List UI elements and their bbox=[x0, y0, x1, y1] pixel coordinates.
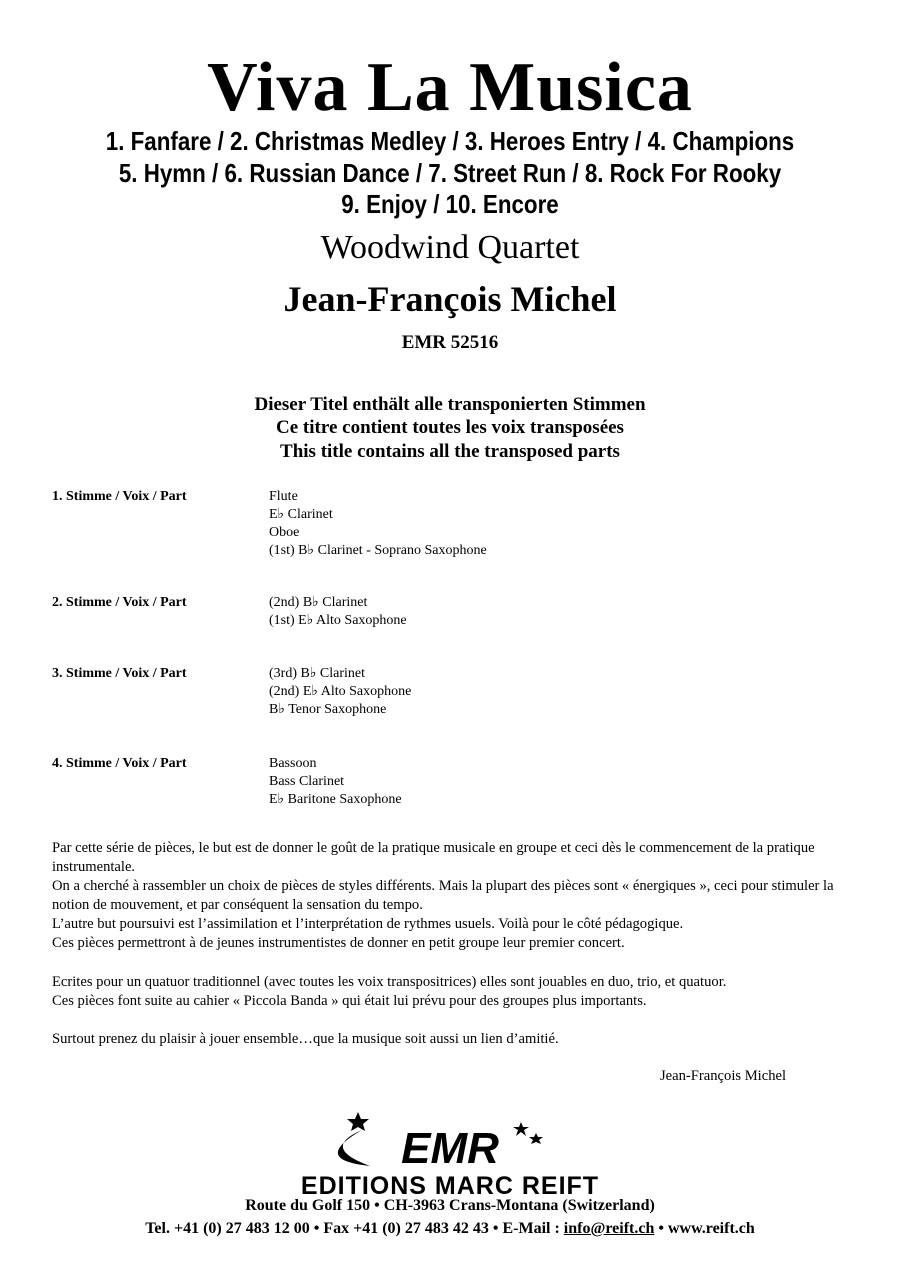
separator: • bbox=[654, 1220, 668, 1237]
instrument: (2nd) E♭ Alto Saxophone bbox=[269, 684, 412, 699]
instrument: E♭ Clarinet bbox=[269, 507, 333, 522]
foreword-paragraph-2 bbox=[52, 973, 852, 1011]
pieces-line-1: 1. Fanfare / 2. Christmas Medley / 3. Heroes Entry / 4. Champions bbox=[105, 126, 795, 156]
foreword-sentence: Ces pièces font suite au cahier « Piccola Banda » qui était lui prévu pour des groupes plus importants. bbox=[52, 993, 647, 1009]
transposition-note-de: Dieser Titel enthält alle transponierten Stimmen bbox=[254, 394, 646, 415]
foreword-sentence: Ecrites pour un quatuor traditionnel (avec toutes les voix transpositrices) elles sont jouables en duo, trio, et quatuor. bbox=[52, 974, 727, 990]
logo-star-right-2 bbox=[529, 1133, 543, 1144]
instrument: E♭ Baritone Saxophone bbox=[269, 792, 402, 807]
part-3-instruments bbox=[269, 665, 411, 719]
score-title: Viva La Musica bbox=[207, 49, 693, 126]
publisher-name: EDITIONS MARC REIFT bbox=[300, 1172, 600, 1198]
instrument: Bass Clarinet bbox=[269, 774, 345, 789]
foreword-signature: Jean-François Michel bbox=[660, 1068, 787, 1084]
part-4-instruments bbox=[269, 755, 402, 809]
pieces-line-2: 5. Hymn / 6. Russian Dance / 7. Street Run / 8. Rock For Rooky bbox=[118, 158, 782, 188]
foreword-sentence: Par cette série de pièces, le but est de donner le goût de la pratique musicale en groupe et ceci dès le commencement de la pratique instrumentale. bbox=[52, 840, 815, 875]
foreword-sentence: On a cherché à rassembler un choix de pièces de styles différents. Mais la plupart des pièces sont « énergiques », ceci pour stimuler la notion de mouvement, et par conséquent la sensation du tempo. bbox=[52, 878, 834, 913]
foreword-paragraph-3 bbox=[52, 1030, 852, 1049]
publisher-address: Route du Golf 150 • CH-3963 Crans-Montana (Switzerland) bbox=[245, 1197, 655, 1214]
website-link[interactable]: www.reift.ch bbox=[667, 1220, 755, 1237]
instrument: (3rd) B♭ Clarinet bbox=[269, 666, 366, 681]
publisher-logo bbox=[300, 1108, 600, 1198]
logo-star-right-1 bbox=[513, 1122, 529, 1136]
email-link[interactable]: info@reift.ch bbox=[563, 1220, 655, 1237]
composer-name: Jean-François Michel bbox=[283, 279, 617, 319]
part-1-label: 1. Stimme / Voix / Part bbox=[52, 489, 187, 504]
contact-phone-fax: Tel. +41 (0) 27 483 12 00 • Fax +41 (0) 27 483 42 43 • E-Mail : bbox=[145, 1220, 564, 1237]
catalog-code: EMR 52516 bbox=[401, 332, 499, 353]
instrumentation: Woodwind Quartet bbox=[320, 229, 580, 266]
part-2-label: 2. Stimme / Voix / Part bbox=[52, 595, 187, 610]
part-1-instruments bbox=[269, 488, 487, 560]
transposition-note-en: This title contains all the transposed parts bbox=[280, 441, 620, 462]
logo-mark: EMR bbox=[401, 1124, 499, 1173]
transposition-note-fr: Ce titre contient toutes les voix transposées bbox=[276, 417, 624, 438]
part-4-label: 4. Stimme / Voix / Part bbox=[52, 756, 187, 771]
instrument: Flute bbox=[269, 489, 298, 504]
foreword-sentence: Ces pièces permettront à de jeunes instrumentistes de donner en petit groupe leur premier concert. bbox=[52, 935, 625, 951]
publisher-contact bbox=[0, 1219, 900, 1239]
pieces-line-3: 9. Enjoy / 10. Encore bbox=[341, 189, 559, 219]
instrument: B♭ Tenor Saxophone bbox=[269, 702, 387, 717]
part-3-label: 3. Stimme / Voix / Part bbox=[52, 666, 187, 681]
instrument: (2nd) B♭ Clarinet bbox=[269, 595, 368, 610]
instrument: (1st) B♭ Clarinet - Soprano Saxophone bbox=[269, 543, 487, 558]
instrument: (1st) E♭ Alto Saxophone bbox=[269, 613, 407, 628]
instrument: Bassoon bbox=[269, 756, 317, 771]
foreword-paragraph-1 bbox=[52, 839, 852, 953]
foreword-sentence: Surtout prenez du plaisir à jouer ensemble…que la musique soit aussi un lien d’amitié. bbox=[52, 1031, 559, 1047]
logo-swoosh bbox=[338, 1130, 370, 1166]
logo-star-left bbox=[347, 1112, 369, 1131]
instrument: Oboe bbox=[269, 525, 300, 540]
part-2-instruments bbox=[269, 594, 407, 630]
foreword-sentence: L’autre but poursuivi est l’assimilation et l’interprétation de rythmes usuels. Voilà pour le côté pédagogique. bbox=[52, 916, 684, 932]
